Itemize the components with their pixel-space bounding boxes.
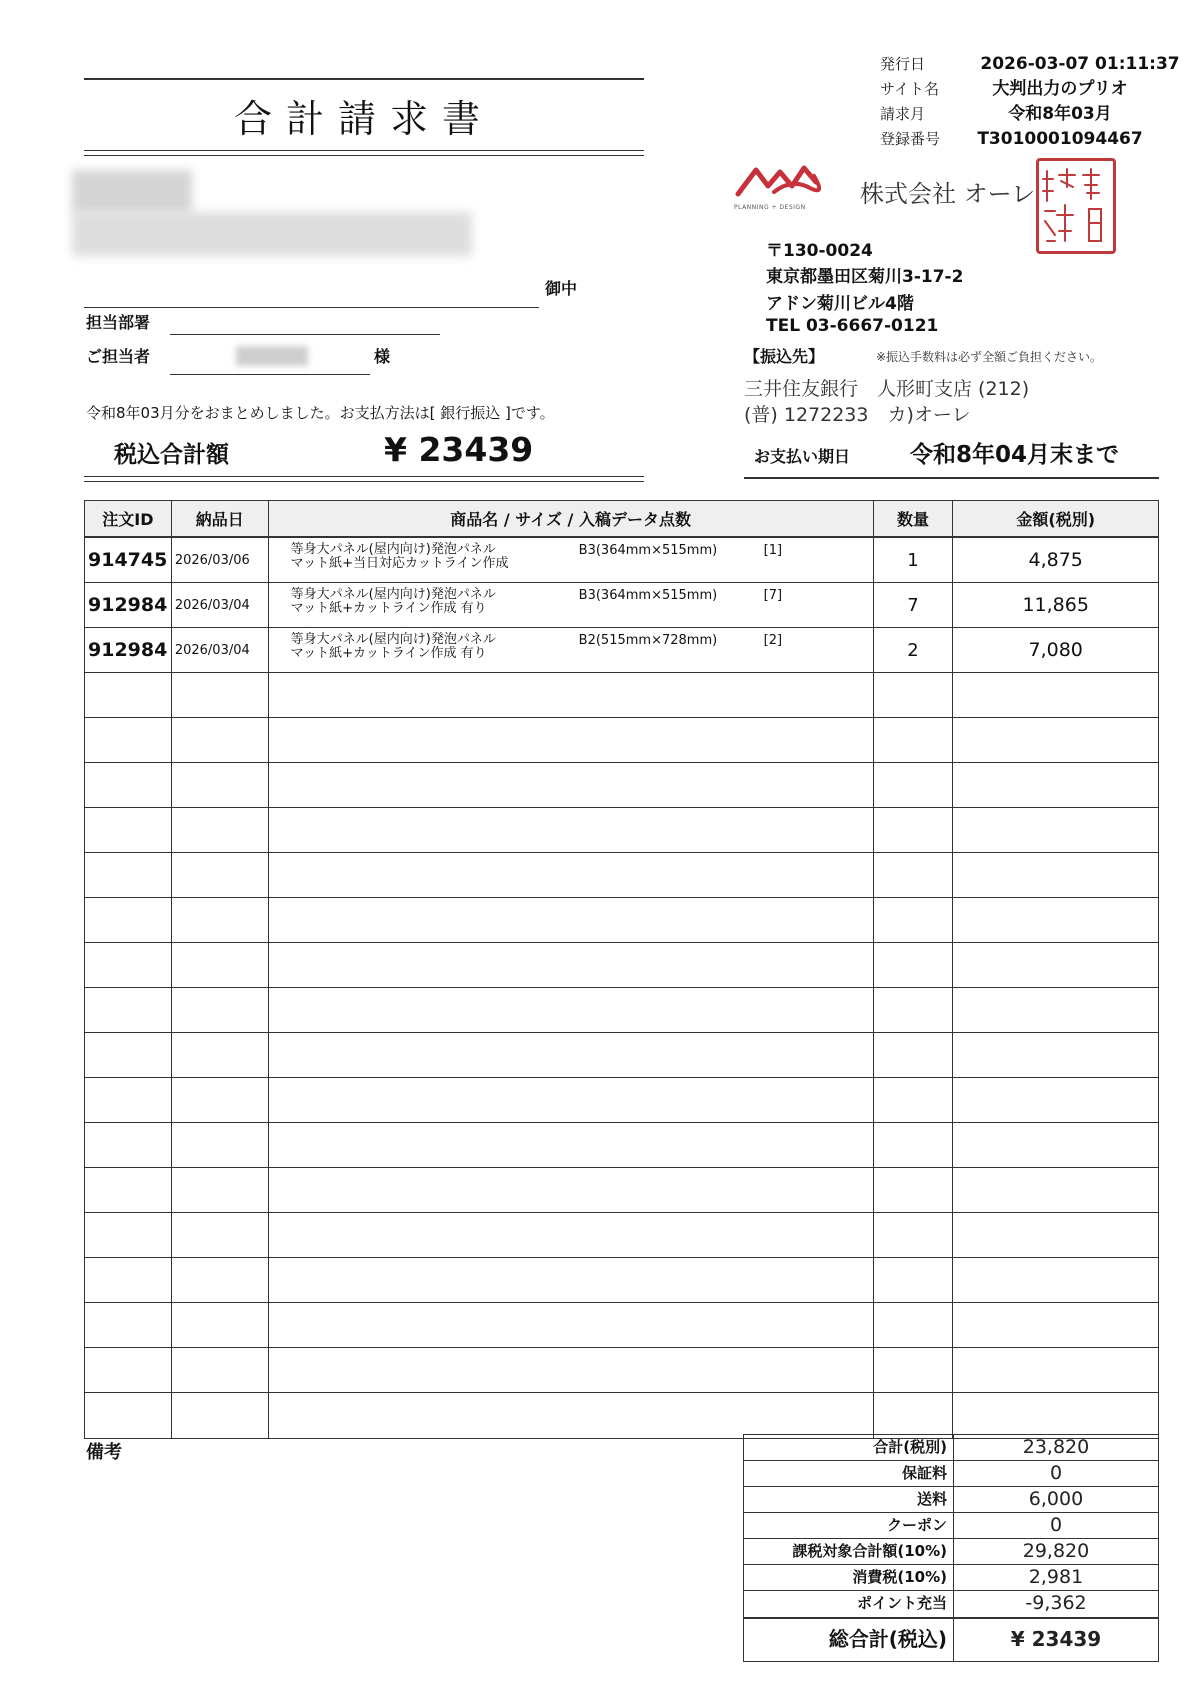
empty-cell xyxy=(953,853,1158,897)
row-amount: 7,080 xyxy=(1028,639,1083,661)
summary-label: 保証料 xyxy=(744,1461,954,1486)
bank-account: (普) 1272233 カ)オーレ xyxy=(744,404,971,426)
empty-cell xyxy=(172,1348,269,1392)
empty-cell xyxy=(172,718,269,762)
department-label: 担当部署 xyxy=(86,313,151,332)
empty-cell xyxy=(172,673,269,717)
empty-cell xyxy=(172,1213,269,1257)
empty-cell xyxy=(85,1168,172,1212)
summary-row xyxy=(744,1487,1158,1513)
empty-cell xyxy=(874,1213,954,1257)
product-size: B3(364mm×515mm) xyxy=(578,588,718,603)
total-value: ¥ 23439 xyxy=(384,430,534,469)
summary-value: 23,820 xyxy=(1022,1436,1090,1458)
empty-cell xyxy=(269,1078,874,1122)
product-data-count: [1] xyxy=(763,543,783,558)
empty-cell xyxy=(269,943,874,987)
empty-cell xyxy=(953,988,1158,1032)
table-row-empty xyxy=(85,943,1158,988)
header-order-id: 注文ID xyxy=(85,501,172,536)
empty-cell xyxy=(172,943,269,987)
row-product xyxy=(269,583,874,627)
customer-company-redacted xyxy=(72,212,472,256)
items-table xyxy=(84,500,1159,1439)
company-name: 株式会社 オーレ xyxy=(860,180,1036,208)
customer-underline xyxy=(84,307,539,308)
table-row-empty xyxy=(85,1168,1158,1213)
empty-cell xyxy=(172,1258,269,1302)
empty-cell xyxy=(85,988,172,1032)
company-address-2: アドン菊川ビル4階 xyxy=(766,294,914,314)
summary-label: ポイント充当 xyxy=(744,1591,954,1617)
table-row-empty xyxy=(85,673,1158,718)
empty-cell xyxy=(269,1168,874,1212)
empty-cell xyxy=(85,1393,172,1438)
table-row-empty xyxy=(85,1303,1158,1348)
empty-cell xyxy=(874,943,954,987)
empty-cell xyxy=(874,898,954,942)
grand-total-label: 総合計(税込) xyxy=(744,1619,954,1661)
row-amount: 11,865 xyxy=(1022,594,1089,616)
summary-row xyxy=(744,1565,1158,1591)
total-rule-2 xyxy=(84,481,644,482)
empty-cell xyxy=(85,808,172,852)
summary-value: 6,000 xyxy=(1028,1488,1084,1510)
table-row-empty xyxy=(85,1123,1158,1168)
empty-cell xyxy=(874,1123,954,1167)
empty-cell xyxy=(953,1123,1158,1167)
summary-row xyxy=(744,1539,1158,1565)
empty-cell xyxy=(269,1123,874,1167)
summary-value: 0 xyxy=(1049,1514,1063,1536)
empty-cell xyxy=(269,763,874,807)
empty-cell xyxy=(85,1303,172,1347)
empty-cell xyxy=(269,1213,874,1257)
company-logo xyxy=(734,156,846,212)
empty-cell xyxy=(874,808,954,852)
empty-cell xyxy=(269,853,874,897)
empty-cell xyxy=(874,1393,954,1438)
title-top-rule xyxy=(84,78,644,80)
empty-cell xyxy=(85,718,172,762)
due-label: お支払い期日 xyxy=(754,447,851,466)
empty-cell xyxy=(85,1033,172,1077)
company-address-1: 東京都墨田区菊川3-17-2 xyxy=(766,267,964,287)
logo-caption: PLANNING + DESIGN xyxy=(734,204,806,211)
registration-label: 登録番号 xyxy=(880,130,941,148)
title-rule-2 xyxy=(84,155,644,156)
empty-cell xyxy=(172,1033,269,1077)
total-rule-1 xyxy=(84,476,644,477)
row-order-id: 912984 xyxy=(85,583,172,627)
empty-cell xyxy=(85,1258,172,1302)
table-header xyxy=(85,501,1158,538)
product-name-line2: マット紙+カットライン作成 有り xyxy=(290,601,487,616)
summary-label: 消費税(10%) xyxy=(744,1565,954,1590)
table-row-empty xyxy=(85,988,1158,1033)
department-underline xyxy=(170,334,440,335)
product-name-line1: 等身大パネル(屋内向け)発泡パネル xyxy=(290,587,496,602)
summary-value: -9,362 xyxy=(1025,1592,1087,1614)
empty-cell xyxy=(953,718,1158,762)
seal-glyphs xyxy=(1039,161,1113,251)
empty-cell xyxy=(85,853,172,897)
summary-row xyxy=(744,1435,1158,1461)
bank-branch: 三井住友銀行 人形町支店 (212) xyxy=(744,378,1030,400)
empty-cell xyxy=(874,988,954,1032)
empty-cell xyxy=(953,1258,1158,1302)
product-data-count: [7] xyxy=(763,588,783,603)
empty-cell xyxy=(85,763,172,807)
issue-date-label: 発行日 xyxy=(880,55,926,73)
row-quantity: 7 xyxy=(874,583,954,627)
empty-cell xyxy=(85,898,172,942)
page-title: 合計請求書 xyxy=(233,97,494,141)
empty-cell xyxy=(953,673,1158,717)
customer-name-redacted xyxy=(72,170,192,214)
issue-date-value: 2026-03-07 01:11:37 xyxy=(980,54,1180,74)
empty-rows xyxy=(85,673,1158,1438)
empty-cell xyxy=(874,1348,954,1392)
header-quantity: 数量 xyxy=(874,501,954,536)
product-size: B3(364mm×515mm) xyxy=(578,543,718,558)
header-amount: 金額(税別) xyxy=(1016,510,1096,529)
table-row-empty xyxy=(85,1213,1158,1258)
empty-cell xyxy=(269,1393,874,1438)
empty-cell xyxy=(874,1258,954,1302)
header-delivery-date: 納品日 xyxy=(172,501,269,536)
empty-cell xyxy=(953,1168,1158,1212)
product-name-line2: マット紙+当日対応カットライン作成 xyxy=(290,556,509,571)
empty-cell xyxy=(85,943,172,987)
due-rule xyxy=(744,477,1159,479)
row-date: 2026/03/06 xyxy=(172,538,269,582)
empty-cell xyxy=(85,1213,172,1257)
billing-month-value: 令和8年03月 xyxy=(1008,104,1112,124)
empty-cell xyxy=(85,1078,172,1122)
empty-cell xyxy=(172,1123,269,1167)
table-row-empty xyxy=(85,718,1158,763)
empty-cell xyxy=(874,853,954,897)
table-row-empty xyxy=(85,808,1158,853)
summary-table xyxy=(743,1434,1159,1662)
row-amount: 4,875 xyxy=(1028,549,1083,571)
empty-cell xyxy=(172,898,269,942)
empty-cell xyxy=(269,718,874,762)
row-date: 2026/03/04 xyxy=(172,628,269,672)
empty-cell xyxy=(953,943,1158,987)
empty-cell xyxy=(953,808,1158,852)
empty-cell xyxy=(172,763,269,807)
registration-value: T3010001094467 xyxy=(977,129,1143,149)
summary-label: 合計(税別) xyxy=(744,1435,954,1460)
row-quantity: 1 xyxy=(874,538,954,582)
site-label: サイト名 xyxy=(880,80,939,98)
empty-cell xyxy=(953,1348,1158,1392)
product-name-line2: マット紙+カットライン作成 有り xyxy=(290,646,487,661)
product-name-line1: 等身大パネル(屋内向け)発泡パネル xyxy=(290,632,496,647)
empty-cell xyxy=(953,1393,1158,1438)
empty-cell xyxy=(85,1348,172,1392)
title-rule-1 xyxy=(84,150,644,151)
total-label: 税込合計額 xyxy=(114,442,229,468)
empty-cell xyxy=(269,988,874,1032)
empty-cell xyxy=(874,763,954,807)
table-row xyxy=(85,628,1158,673)
empty-cell xyxy=(269,898,874,942)
company-seal xyxy=(1036,158,1116,254)
empty-cell xyxy=(953,763,1158,807)
empty-cell xyxy=(85,673,172,717)
empty-cell xyxy=(269,1348,874,1392)
empty-cell xyxy=(953,1078,1158,1122)
empty-cell xyxy=(172,808,269,852)
table-row xyxy=(85,583,1158,628)
row-order-id: 914745 xyxy=(85,538,172,582)
summary-row xyxy=(744,1513,1158,1539)
bank-note: ※振込手数料は必ず全額ご負担ください。 xyxy=(876,350,1103,364)
empty-cell xyxy=(172,1078,269,1122)
remarks-label: 備考 xyxy=(86,1442,122,1463)
site-value: 大判出力のプリオ xyxy=(992,79,1128,99)
empty-cell xyxy=(953,1213,1158,1257)
due-value: 令和8年04月末まで xyxy=(910,442,1120,468)
person-underline xyxy=(170,374,370,375)
table-row-empty xyxy=(85,763,1158,808)
header-product: 商品名 / サイズ / 入稿データ点数 xyxy=(269,501,874,536)
empty-cell xyxy=(874,673,954,717)
person-honorific: 様 xyxy=(374,347,391,366)
empty-cell xyxy=(269,673,874,717)
row-order-id: 912984 xyxy=(85,628,172,672)
empty-cell xyxy=(953,1303,1158,1347)
summary-row xyxy=(744,1461,1158,1487)
empty-cell xyxy=(874,1078,954,1122)
table-row-empty xyxy=(85,1348,1158,1393)
summary-value: 0 xyxy=(1049,1462,1063,1484)
empty-cell xyxy=(953,1033,1158,1077)
grand-total-row xyxy=(744,1617,1158,1661)
table-row-empty xyxy=(85,853,1158,898)
empty-cell xyxy=(172,853,269,897)
product-name-line1: 等身大パネル(屋内向け)発泡パネル xyxy=(290,542,496,557)
empty-cell xyxy=(269,1258,874,1302)
row-product xyxy=(269,628,874,672)
empty-cell xyxy=(269,1303,874,1347)
row-product xyxy=(269,538,874,582)
bank-label: 【振込先】 xyxy=(744,347,825,366)
empty-cell xyxy=(172,988,269,1032)
company-honorific: 御中 xyxy=(545,279,578,298)
empty-cell xyxy=(85,1123,172,1167)
person-label: ご担当者 xyxy=(86,347,151,366)
billing-month-label: 請求月 xyxy=(880,105,926,123)
summary-label: 送料 xyxy=(744,1487,954,1512)
table-row xyxy=(85,538,1158,583)
summary-value: 29,820 xyxy=(1022,1540,1090,1562)
empty-cell xyxy=(172,1168,269,1212)
table-row-empty xyxy=(85,898,1158,943)
summary-row xyxy=(744,1591,1158,1617)
row-quantity: 2 xyxy=(874,628,954,672)
company-postal: 〒130-0024 xyxy=(766,241,873,261)
table-row-empty xyxy=(85,1393,1158,1438)
empty-cell xyxy=(172,1393,269,1438)
summary-text: 令和8年03月分をおまとめしました。お支払方法は[ 銀行振込 ]です。 xyxy=(86,404,555,422)
person-name-redacted xyxy=(236,346,308,366)
empty-cell xyxy=(874,718,954,762)
product-data-count: [2] xyxy=(763,633,783,648)
empty-cell xyxy=(874,1168,954,1212)
table-row-empty xyxy=(85,1258,1158,1303)
summary-value: 2,981 xyxy=(1028,1566,1084,1588)
empty-cell xyxy=(874,1033,954,1077)
empty-cell xyxy=(269,808,874,852)
company-tel: TEL 03-6667-0121 xyxy=(766,316,939,336)
table-row-empty xyxy=(85,1033,1158,1078)
grand-total-value: ¥ 23439 xyxy=(1010,1627,1102,1651)
empty-cell xyxy=(953,898,1158,942)
empty-cell xyxy=(269,1033,874,1077)
empty-cell xyxy=(172,1303,269,1347)
summary-label: 課税対象合計額(10%) xyxy=(744,1539,954,1564)
summary-label: クーポン xyxy=(744,1513,954,1538)
table-row-empty xyxy=(85,1078,1158,1123)
product-size: B2(515mm×728mm) xyxy=(578,633,718,648)
empty-cell xyxy=(874,1303,954,1347)
row-date: 2026/03/04 xyxy=(172,583,269,627)
